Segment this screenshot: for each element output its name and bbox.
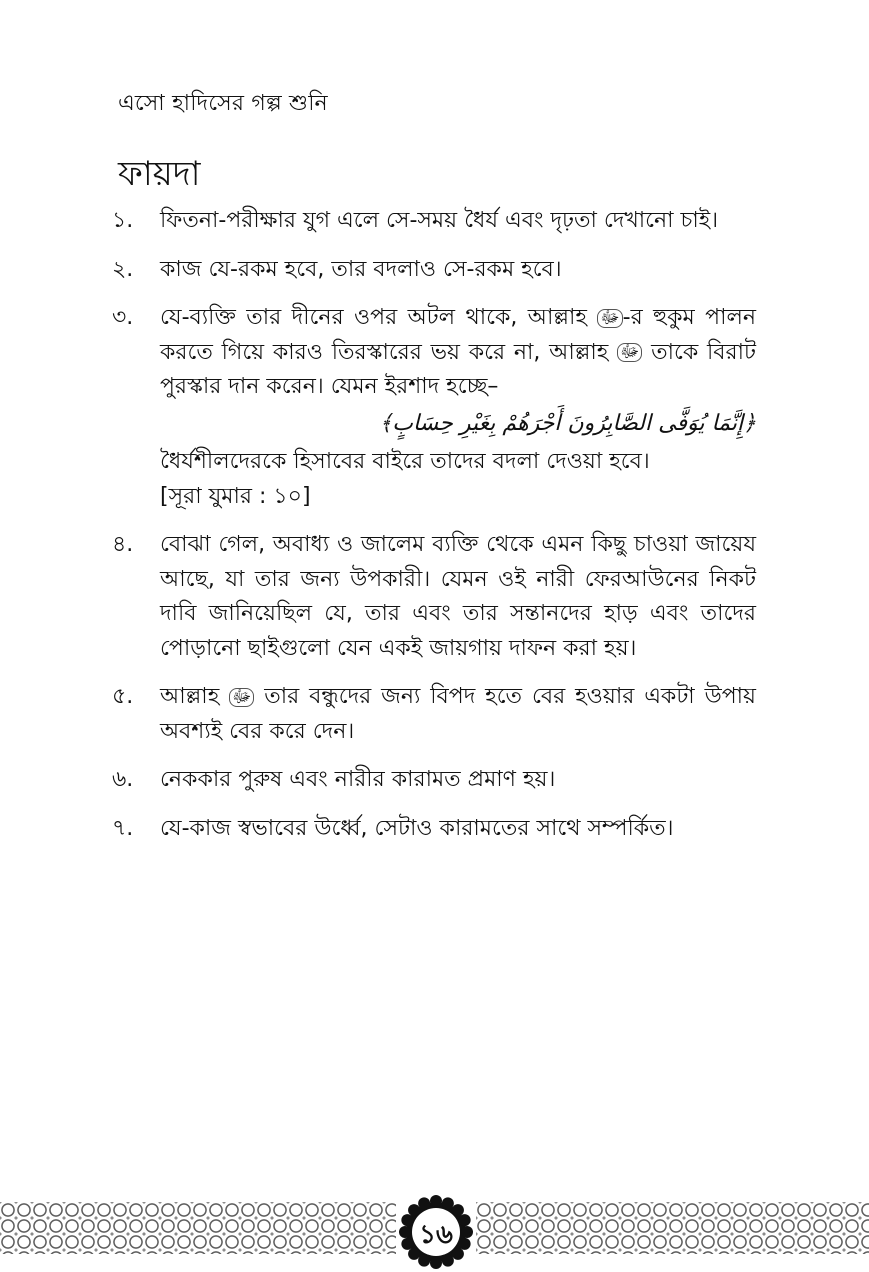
list-item [112, 204, 756, 239]
item-number: ৩. [112, 305, 134, 330]
item-number: ১. [112, 208, 134, 233]
list-item [112, 763, 756, 798]
item-number: ২. [112, 256, 134, 282]
list-item [112, 301, 756, 514]
item-text [160, 301, 756, 514]
seal-petal [418, 1197, 430, 1209]
item-number: ৭. [112, 815, 134, 841]
quran-verse: ﴿إِنَّمَا يُوَفَّى الصَّابِرُونَ أَجْرَهُمْ بِغَيْرِ حِسَابٍ﴾ [379, 410, 756, 436]
seal-petal [430, 1195, 442, 1207]
item-text: কাজ যে-রকম হবে, তার বদলাও সে-রকম হবে। [160, 256, 562, 282]
list-item [112, 253, 756, 288]
item-number: ৫. [112, 684, 134, 709]
item-text-part: আল্লাহ [160, 684, 220, 709]
item-text: বোঝা গেল, অবাধ্য ও জালেম ব্যক্তি থেকে এমন কিছু চাওয়া জায়েয আছে, যা তার জন্য উপকারী। যেমন ওই নারী ফেরআউনের নিকট দাবি জানিয়েছিল যে, তার এবং তার সন্তানদের হাড় এবং তাদের পোড়ানো ছাইগুলো যেন একই জায়গায় দাফন করা হয়। [160, 532, 756, 661]
item-text-part: -র হুকুম পালন করতে গিয়ে কারও তিরস্কারের ভয় করে না, আল্লাহ [160, 305, 756, 365]
page-number: ১৬ [419, 1220, 453, 1250]
item-text-part: তাকে বিরাট পুরস্কার দান করেন। যেমন ইরশাদ হচ্ছে– [160, 339, 756, 399]
item-text [160, 680, 756, 749]
item-text-part: তার বন্ধুদের জন্য বিপদ হতে বের হওয়ার একটা উপায় অবশ্যই বের করে দেন। [160, 684, 756, 744]
section-title: ফায়দা [118, 154, 201, 194]
ornament-band-left [0, 1202, 396, 1254]
list-item [112, 528, 756, 666]
verse-reference: [সূরা যুমার : ১০] [160, 483, 311, 509]
item-number: ৪. [112, 532, 134, 557]
item-text: নেককার পুরুষ এবং নারীর কারামত প্রমাণ হয়। [160, 767, 556, 792]
list-item [112, 680, 756, 749]
honorific-icon: ﷻ [597, 309, 622, 328]
running-head: এসো হাদিসের গল্প শুনি [118, 91, 328, 116]
item-text: যে-কাজ স্বভাবের উর্ধ্বে, সেটাও কারামতের সাথে সম্পর্কিত। [160, 815, 674, 841]
list-item [112, 812, 756, 847]
honorific-icon: ﷻ [617, 343, 642, 362]
verse-translation: ধৈর্যশীলদেরকে হিসাবের বাইরে তাদের বদলা দেওয়া হবে। [160, 449, 650, 474]
item-text-part: যে-ব্যক্তি তার দীনের ওপর অটল থাকে, আল্লাহ [160, 305, 587, 330]
benefits-list [112, 204, 756, 860]
seal-petal [442, 1197, 454, 1209]
ornament-band-right [476, 1202, 869, 1254]
item-number: ৬. [112, 767, 134, 792]
honorific-icon: ﷻ [229, 688, 254, 707]
item-text: ফিতনা-পরীক্ষার যুগ এলে সে-সময় ধৈর্য এবং দৃঢ়তা দেখানো চাই। [160, 208, 719, 233]
seal-petal [430, 1257, 442, 1269]
